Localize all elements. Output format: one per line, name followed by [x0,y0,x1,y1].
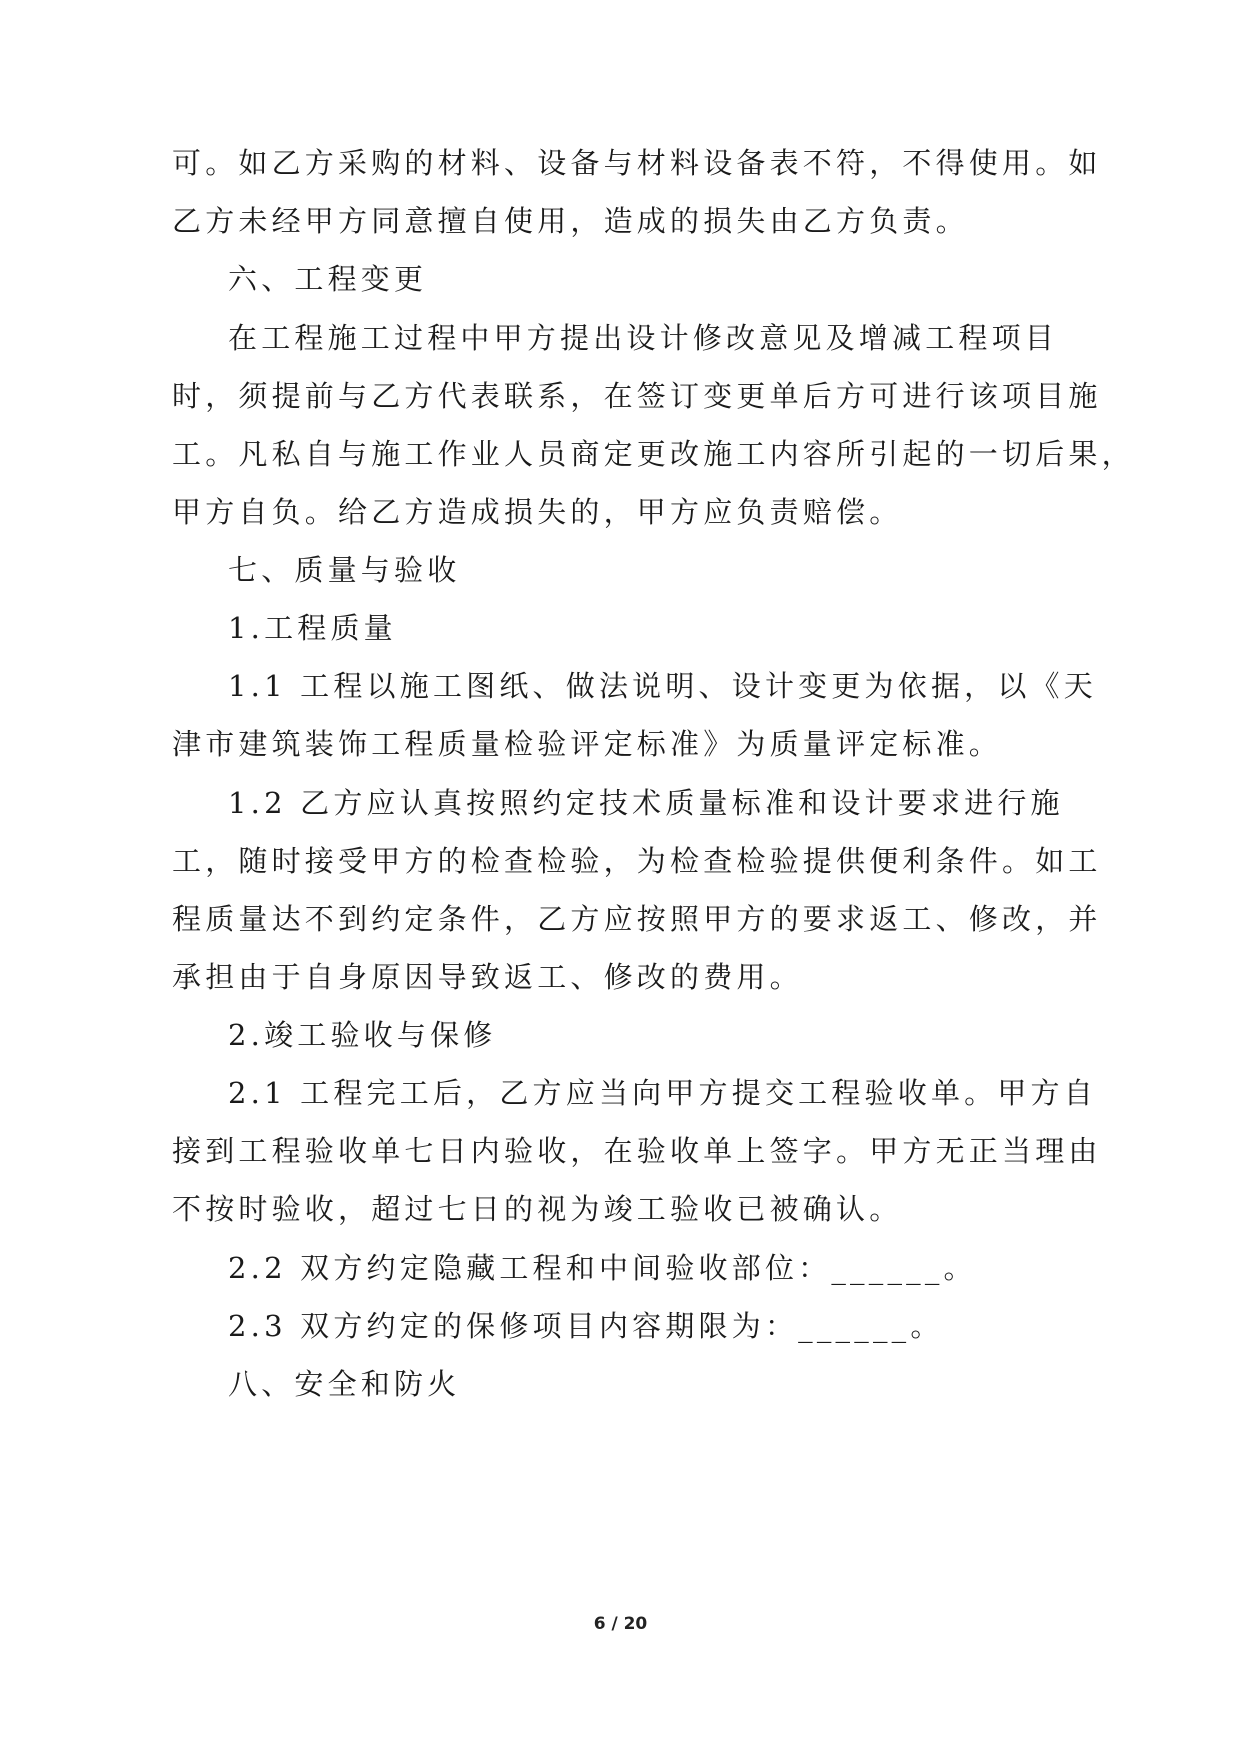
clause-line: 2.1 工程完工后，乙方应当向甲方提交工程验收单。甲方自 [228,1076,1097,1110]
clause-line: 1.1 工程以施工图纸、做法说明、设计变更为依据，以《天 [228,669,1097,703]
clause-line: 2.3 双方约定的保修项目内容期限为：______。 [228,1309,944,1343]
paragraph-line: 甲方自负。给乙方造成损失的，甲方应负责赔偿。 [172,495,903,529]
section-heading: 七、质量与验收 [228,553,461,587]
clause-line: 不按时验收，超过七日的视为竣工验收已被确认。 [172,1192,903,1226]
paragraph-line: 可。如乙方采购的材料、设备与材料设备表不符，不得使用。如 [172,146,1102,180]
paragraph-line: 工。凡私自与施工作业人员商定更改施工内容所引起的一切后果， [172,437,1135,471]
clause-line: 程质量达不到约定条件，乙方应按照甲方的要求返工、修改，并 [172,902,1102,936]
section-heading: 八、安全和防火 [228,1367,461,1401]
section-heading: 六、工程变更 [228,262,428,296]
page-number: 6 / 20 [593,1614,648,1634]
clause-line: 工，随时接受甲方的检查检验，为检查检验提供便利条件。如工 [172,844,1102,878]
clause-line: 1.2 乙方应认真按照约定技术质量标准和设计要求进行施 [228,786,1064,820]
subsection-heading: 1.工程质量 [228,611,397,645]
paragraph-line: 在工程施工过程中甲方提出设计修改意见及增减工程项目 [228,321,1059,355]
clause-line: 承担由于自身原因导致返工、修改的费用。 [172,960,803,994]
paragraph-line: 乙方未经甲方同意擅自使用，造成的损失由乙方负责。 [172,204,969,238]
clause-line: 2.2 双方约定隐藏工程和中间验收部位：______。 [228,1251,977,1285]
paragraph-line: 时，须提前与乙方代表联系，在签订变更单后方可进行该项目施 [172,379,1102,413]
clause-line: 津市建筑装饰工程质量检验评定标准》为质量评定标准。 [172,727,1003,761]
subsection-heading: 2.竣工验收与保修 [228,1018,497,1052]
clause-line: 接到工程验收单七日内验收，在验收单上签字。甲方无正当理由 [172,1134,1102,1168]
